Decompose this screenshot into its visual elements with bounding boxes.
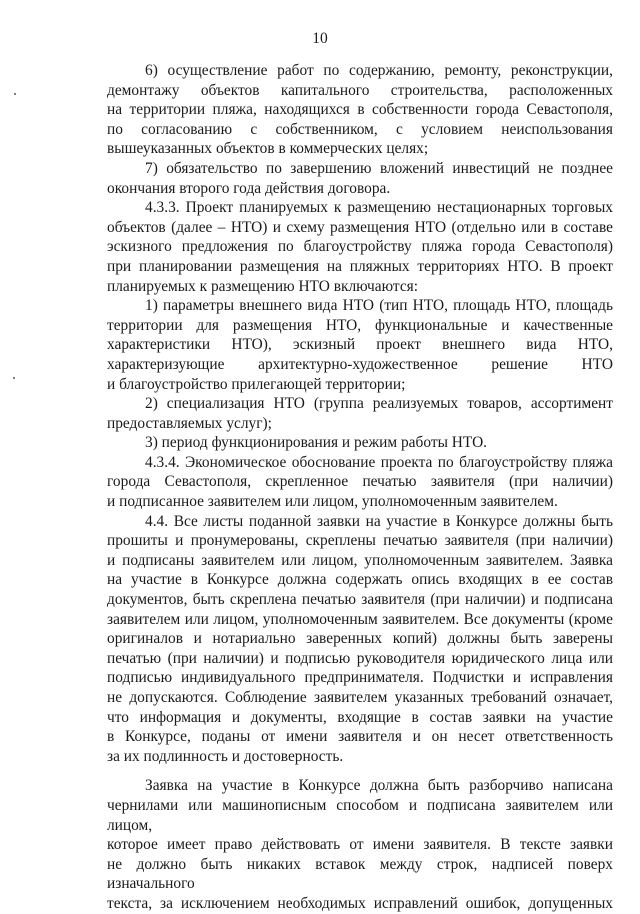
paragraph-item-7 bbox=[107, 159, 613, 198]
text-line: территории для размещения НТО, функциональные и качественные bbox=[107, 316, 613, 334]
text-line: 1) параметры внешнего вида НТО (тип НТО, площадь НТО, площадь bbox=[145, 297, 613, 315]
text-line: 4.4. Все листы поданной заявки на участие в Конкурсе должны быть bbox=[145, 512, 613, 530]
text-line: и подписанное заявителем или лицом, уполномоченным заявителем. bbox=[107, 493, 558, 511]
text-line: на участие в Конкурсе должна содержать опись входящих в ее состав bbox=[107, 571, 613, 589]
text-line: чернилами или машинописным способом и подписана заявителем или лицом, bbox=[107, 796, 613, 834]
text-line: заявителем или лицом, уполномоченным заявителем. Все документы (кроме bbox=[107, 610, 613, 628]
text-line: на территории пляжа, находящихся в собственности города Севастополя, bbox=[107, 101, 613, 119]
page-number: 10 bbox=[312, 30, 328, 47]
text-line: характеристики НТО), эскизный проект внешнего вида НТО, bbox=[107, 336, 613, 354]
paragraph-item-6 bbox=[107, 61, 613, 159]
text-line: и благоустройство прилегающей территории; bbox=[107, 375, 406, 393]
text-line: 4.3.3. Проект планируемых к размещению нестационарных торговых bbox=[145, 199, 613, 217]
text-line: 4.3.4. Экономическое обоснование проекта по благоустройству пляжа bbox=[145, 453, 613, 471]
text-line: характеризующие архитектурно-художественное решение НТО bbox=[107, 355, 613, 373]
text-line: окончания второго года действия договора. bbox=[107, 179, 391, 197]
text-line: 3) период функционирования и режим работы НТО. bbox=[145, 434, 488, 452]
text-line: при планировании размещения на пляжных территориях НТО. В проект bbox=[107, 257, 613, 275]
paragraph-legibility-requirement bbox=[107, 776, 613, 913]
paragraph-section-4-4 bbox=[107, 512, 613, 767]
text-line: Заявка на участие в Конкурсе должна быть разборчиво написана bbox=[145, 777, 613, 795]
text-line: 2) специализация НТО (группа реализуемых товаров, ассортимент bbox=[145, 395, 613, 413]
text-line: текста, за исключением необходимых исправлений ошибок, допущенных bbox=[107, 894, 613, 912]
scan-speck bbox=[13, 377, 15, 379]
text-line: объектов (далее – НТО) и схему размещения НТО (отдельно или в составе bbox=[107, 218, 613, 236]
paragraph-section-4-3-3-item-3 bbox=[107, 433, 613, 453]
text-line: 7) обязательство по завершению вложений инвестиций не позднее bbox=[145, 159, 613, 177]
paragraph-section-4-3-3-item-1 bbox=[107, 296, 613, 394]
text-line: города Севастополя, скрепленное печатью заявителя (при наличии) bbox=[107, 473, 613, 491]
text-line: и подписаны заявителем или лицом, уполномоченным заявителем. Заявка bbox=[107, 551, 613, 569]
text-line: что информация и документы, входящие в состав заявки на участие bbox=[107, 708, 613, 726]
text-line: не допускаются. Соблюдение заявителем указанных требований означает, bbox=[107, 689, 613, 706]
text-line: демонтажу объектов капитального строительства, расположенных bbox=[107, 81, 613, 99]
text-line: по согласованию с собственником, с условием неиспользования bbox=[107, 120, 613, 138]
text-line: эскизного предложения по благоустройству пляжа города Севастополя) bbox=[107, 238, 613, 256]
paragraph-section-4-3-3-item-2 bbox=[107, 394, 613, 433]
text-line: вышеуказанных объектов в коммерческих целях; bbox=[107, 140, 429, 158]
text-line: предоставляемых услуг); bbox=[107, 414, 272, 432]
document-body bbox=[107, 61, 613, 914]
text-line: оригиналов и нотариально заверенных копий) должны быть заверены bbox=[107, 630, 613, 648]
text-line: которое имеет право действовать от имени заявителя. В тексте заявки bbox=[107, 836, 613, 854]
text-line: планируемых к размещению НТО включаются: bbox=[107, 277, 419, 295]
paragraph-section-4-3-3 bbox=[107, 198, 613, 296]
text-line: в Конкурсе, поданы от имени заявителя и он несет ответственность bbox=[107, 728, 613, 746]
text-line: не должно быть никаких вставок между строк, надписей поверх изначального bbox=[107, 855, 613, 893]
scan-speck bbox=[14, 93, 16, 95]
paragraph-section-4-3-4 bbox=[107, 453, 613, 512]
text-line: документов, быть скреплена печатью заявителя (при наличии) и подписана bbox=[107, 591, 613, 609]
text-line: 6) осуществление работ по содержанию, ремонту, реконструкции, bbox=[145, 62, 613, 79]
text-line: печатью (при наличии) и подписью руководителя юридического лица или bbox=[107, 649, 613, 667]
text-line: прошиты и пронумерованы, скреплены печатью заявителя (при наличии) bbox=[107, 532, 613, 550]
text-line: подписью индивидуального предпринимателя. Подчистки и исправления bbox=[107, 669, 613, 687]
text-line: за их подлинность и достоверность. bbox=[107, 747, 344, 765]
